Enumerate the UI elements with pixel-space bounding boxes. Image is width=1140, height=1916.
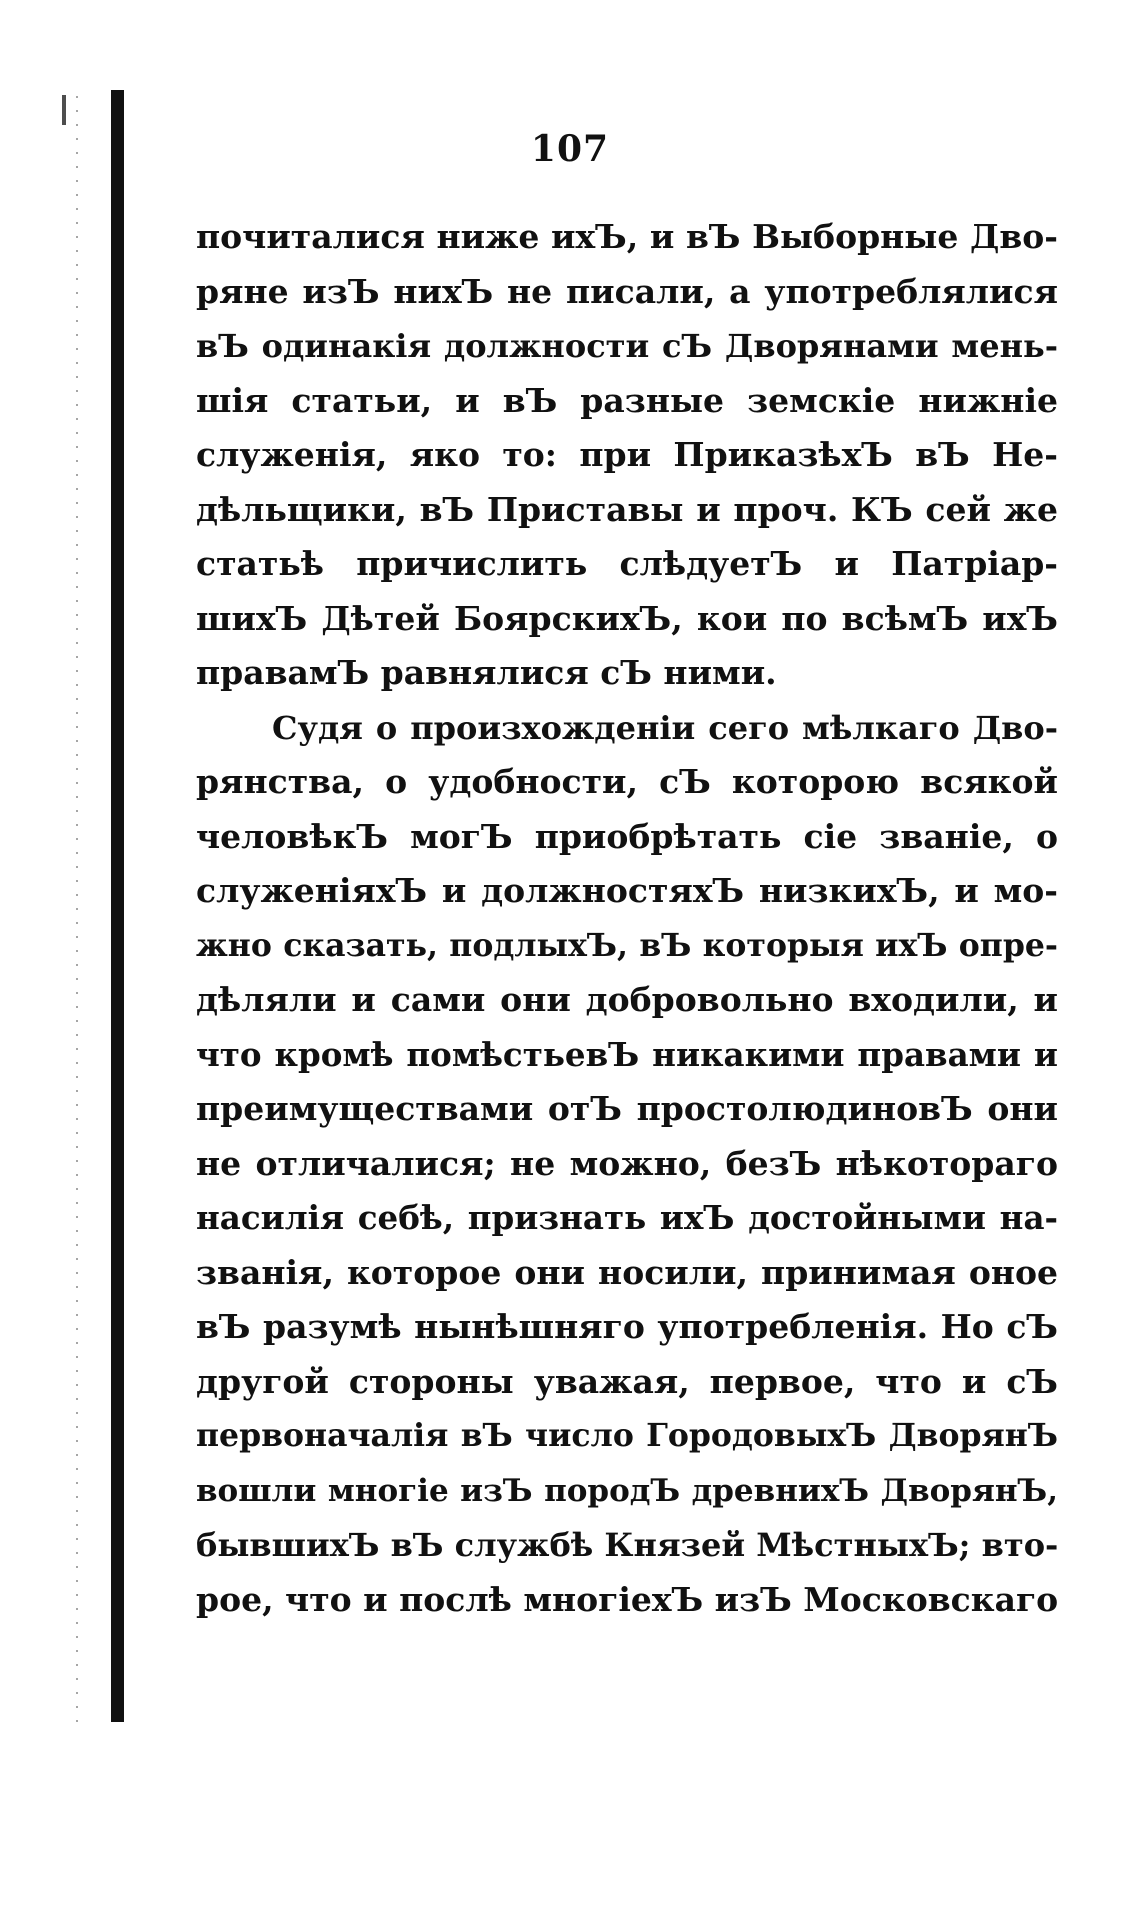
text-line: шія статьи, и вЪ разные земскіе нижніе [196,380,1058,420]
scan-noise [72,90,82,1722]
text-line: человѣкЪ могЪ приобрѣтать сіе званіе, о [196,816,1058,856]
text-line: правамЪ равнялися сЪ ними. [196,653,777,692]
body-text [196,210,1058,1627]
text-line: что кромѣ помѣстьевЪ никакими правами и [196,1034,1058,1074]
text-line: жно сказать, подлыхЪ, вЪ которыя ихЪ опре- [196,926,1058,964]
text-line: насилія себѣ, признать ихЪ достойными на- [196,1198,1058,1237]
text-line: служенія, яко то: при ПриказѣхЪ вЪ Не- [196,435,1058,474]
text-line: званія, которое они носили, принимая оное [196,1252,1058,1292]
page-number: 107 [530,128,610,170]
text-line: Судя о произхожденіи сего мѣлкаго Дво- [272,708,1058,747]
text-line: не отличалися; не можно, безЪ нѣкотораго [196,1143,1058,1183]
text-line: рое, что и послѣ многіехЪ изЪ Московскаго [196,1579,1058,1619]
text-line: дѣляли и сами они добровольно входили, и [196,980,1058,1019]
text-line: вЪ одинакія должности сЪ Дворянами мень- [196,327,1058,365]
text-line: дѣльщики, вЪ Приставы и проч. КЪ сей же [196,489,1058,529]
binding-edge [111,90,124,1722]
text-line: статьѣ причислить слѣдуетЪ и Патріар- [196,544,1058,583]
text-line: вЪ разумѣ нынѣшняго употребленія. Но сЪ [196,1307,1058,1346]
text-line: ряне изЪ нихЪ не писали, а употреблялися [196,271,1058,311]
text-line: рянства, о удобности, сЪ которою всякой [196,762,1058,801]
text-line: бывшихЪ вЪ службѣ Князей МѣстныхЪ; вто- [196,1526,1058,1564]
text-line: шихЪ Дѣтей БоярскихЪ, кои по всѣмЪ ихЪ [196,598,1058,638]
text-line: преимуществами отЪ простолюдиновЪ они [196,1089,1058,1128]
text-line: служеніяхЪ и должностяхЪ низкихЪ, и мо- [196,871,1058,910]
text-line: вошли многіе изЪ породЪ древнихЪ ДворянЪ, [196,1472,1058,1509]
text-line: другой стороны уважая, первое, что и сЪ [196,1361,1058,1401]
text-line: первоначалія вЪ число ГородовыхЪ ДворянЪ [196,1417,1058,1454]
text-line: почиталися ниже ихЪ, и вЪ Выборные Дво- [196,217,1058,256]
scan-mark [62,95,66,125]
